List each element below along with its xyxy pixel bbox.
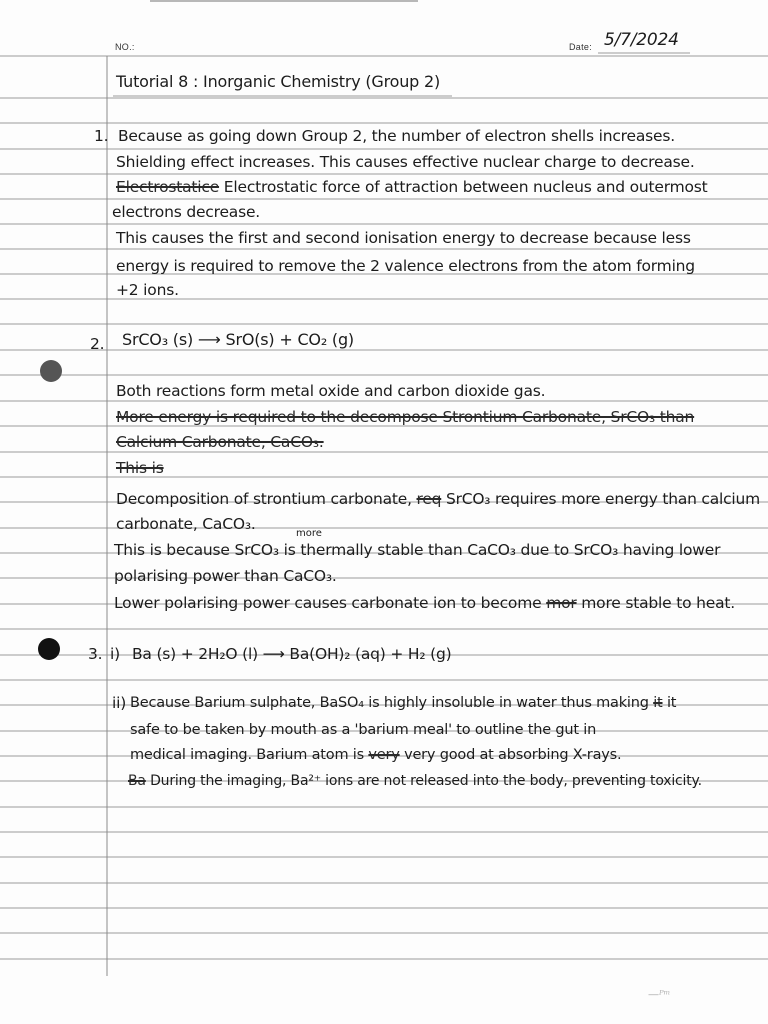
q1-line-text: Electrostatic force of attraction between nucleus and outermost <box>223 178 708 196</box>
q3-line-1 <box>130 693 676 713</box>
q2-text: Decomposition of strontium carbonate, <box>116 490 412 508</box>
q2-line: This is because SrCO₃ is thermally stable than CaCO₃ due to SrCO₃ having lower <box>114 541 721 559</box>
q1-line: energy is required to remove the 2 valence electrons from the atom forming <box>116 257 695 275</box>
q3-text: medical imaging. Barium atom is <box>130 747 364 763</box>
q1-line: electrons decrease. <box>112 203 261 221</box>
q2-text: Lower polarising power causes carbonate ion to become <box>114 594 542 612</box>
binder-hole <box>40 360 62 382</box>
caret-insert: more <box>296 528 322 539</box>
q2-line-8 <box>114 593 735 613</box>
footer-mark: —ᴾᵐ <box>648 988 671 1001</box>
q2-line: polarising power than CaCO₃. <box>114 567 337 585</box>
struck-word: Ba <box>128 773 146 789</box>
q2-number: 2. <box>90 335 105 353</box>
struck-word: it <box>653 695 663 711</box>
q2-struck-line: More energy is required to the decompose Strontium Carbonate, SrCO₃ than <box>116 408 695 426</box>
q2-struck-line: Calcium Carbonate, CaCO₃. <box>116 433 324 451</box>
q1-line: Because as going down Group 2, the number of electron shells increases. <box>118 127 675 145</box>
q1-line: +2 ions. <box>116 281 179 299</box>
q3-text: very good at absorbing X-rays. <box>404 747 622 763</box>
q2-line: carbonate, CaCO₃. <box>116 515 256 533</box>
q3-text: it <box>666 695 677 711</box>
q3-number: 3. <box>88 645 103 663</box>
q3-text: During the imaging, Ba²⁺ ions are not released into the body, preventing toxicity. <box>150 773 702 789</box>
q1-number: 1. <box>94 127 109 145</box>
q2-text: SrCO₃ requires more energy than calcium <box>445 490 760 508</box>
struck-word: req <box>416 490 442 508</box>
date-value: 5/7/2024 <box>604 30 679 50</box>
q2-line: Both reactions form metal oxide and carbon dioxide gas. <box>116 382 546 400</box>
q2-struck-line: This is <box>116 459 164 477</box>
no-label: NO.: <box>115 42 135 52</box>
q1-line-3 <box>116 177 708 197</box>
q3-part-ii-label: ii) <box>112 694 127 712</box>
q3-part-i-label: i) <box>110 645 120 663</box>
q1-line: This causes the first and second ionisation energy to decrease because less <box>116 229 691 247</box>
q3-text: Because Barium sulphate, BaSO₄ is highly insoluble in water thus making <box>130 695 649 711</box>
q1-line: Shielding effect increases. This causes effective nuclear charge to decrease. <box>116 153 695 171</box>
q2-line-4 <box>116 489 760 509</box>
q2-text: more stable to heat. <box>581 594 735 612</box>
struck-word: mor <box>546 594 577 612</box>
struck-word: Electrostatice <box>116 178 220 196</box>
struck-word: very <box>368 747 400 763</box>
date-label: Date: <box>569 42 593 52</box>
q3-line-3 <box>130 745 621 765</box>
q3-line-4 <box>128 771 702 791</box>
q3-equation: Ba (s) + 2H₂O (l) ⟶ Ba(OH)₂ (aq) + H₂ (g) <box>132 645 452 663</box>
page-title: Tutorial 8 : Inorganic Chemistry (Group 2) <box>116 72 441 91</box>
q3-line: safe to be taken by mouth as a 'barium meal' to outline the gut in <box>130 722 597 738</box>
binder-hole <box>38 638 60 660</box>
q2-equation: SrCO₃ (s) ⟶ SrO(s) + CO₂ (g) <box>122 330 354 349</box>
